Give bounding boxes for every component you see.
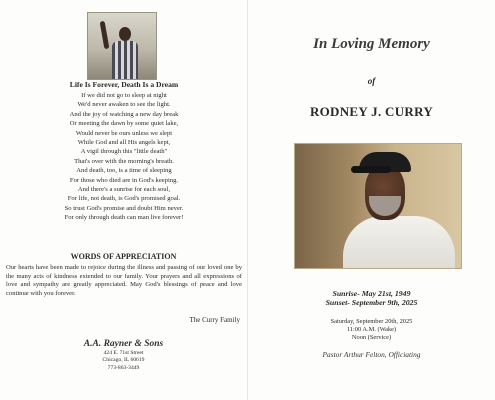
poem-line: A vigil through this "little death": [80, 148, 168, 156]
funeral-home-address-1: 424 E. 71st Street: [103, 350, 144, 356]
poem-line: And there's a sunrise for each soul,: [77, 186, 171, 194]
portrait-photo: [294, 143, 462, 269]
poem-line: That's over with the morning's breath.: [74, 157, 174, 165]
poem-line: And the joy of watching a new day break: [69, 110, 179, 118]
photo-figure-head: [119, 27, 131, 41]
poem-line: If we did not go to sleep at night: [81, 92, 167, 99]
poem-line: Would never be ours unless we slept: [75, 129, 173, 137]
photo-figure-arm: [100, 21, 110, 49]
poem-line: And death, too, is a time of sleeping: [76, 167, 172, 175]
funeral-home-block: [0, 338, 247, 372]
poem-line: Or meeting the dawn by some quiet lake,: [69, 120, 179, 128]
officiant: Pastor Arthur Felton, Officiating: [322, 350, 421, 359]
portrait-cap-brim: [351, 166, 391, 173]
poem-line: For only through death can man live forever!: [64, 214, 184, 222]
left-panel: [0, 0, 247, 400]
sunset-date: Sunset- September 9th, 2025: [325, 298, 418, 307]
small-photo: [87, 12, 157, 80]
wake-time: 11:00 A.M. (Wake): [346, 326, 397, 333]
funeral-home-phone: 773-863-3449: [107, 364, 140, 371]
appreciation-text: Our hearts have been made to rejoice during the illness and passing of our loved one by the many acts of kindness extended to our family. Your prayers and all expressions of love and sympathy are greatly appreciated. May God's blessings of peace and love continue with you forever.: [6, 264, 242, 297]
deceased-name: RODNEY J. CURRY: [309, 104, 434, 119]
poem-line: For life, not death, is God's promised goal.: [67, 195, 181, 203]
right-panel: [248, 0, 495, 400]
poem-title: Life Is Forever, Death Is a Dream: [69, 80, 179, 89]
title-of: of: [367, 76, 376, 86]
poem: [18, 80, 230, 223]
poem-line: So trust God's promise and doubt Him never.: [64, 204, 184, 212]
funeral-home-name: A.A. Rayner & Sons: [83, 339, 164, 349]
photo-figure-body: [112, 41, 138, 80]
memorial-title: In Loving Memory: [313, 36, 430, 52]
poem-line: For those who died are in God's keeping.: [69, 176, 179, 184]
portrait-shirt: [343, 216, 455, 269]
poem-line: We'd never awaken to see the light.: [77, 101, 171, 109]
service-time: Noon (Service): [351, 334, 392, 341]
appreciation-title: WORDS OF APPRECIATION: [70, 252, 177, 261]
family-signature: The Curry Family: [189, 316, 240, 324]
service-date: Saturday, September 20th, 2025: [330, 318, 413, 325]
funeral-home-address-2: Chicago, IL 60619: [102, 357, 145, 364]
sunrise-date: Sunrise- May 21st, 1949: [332, 289, 411, 298]
service-info: [248, 318, 495, 342]
poem-line: While God and all His angels kept,: [77, 139, 171, 147]
